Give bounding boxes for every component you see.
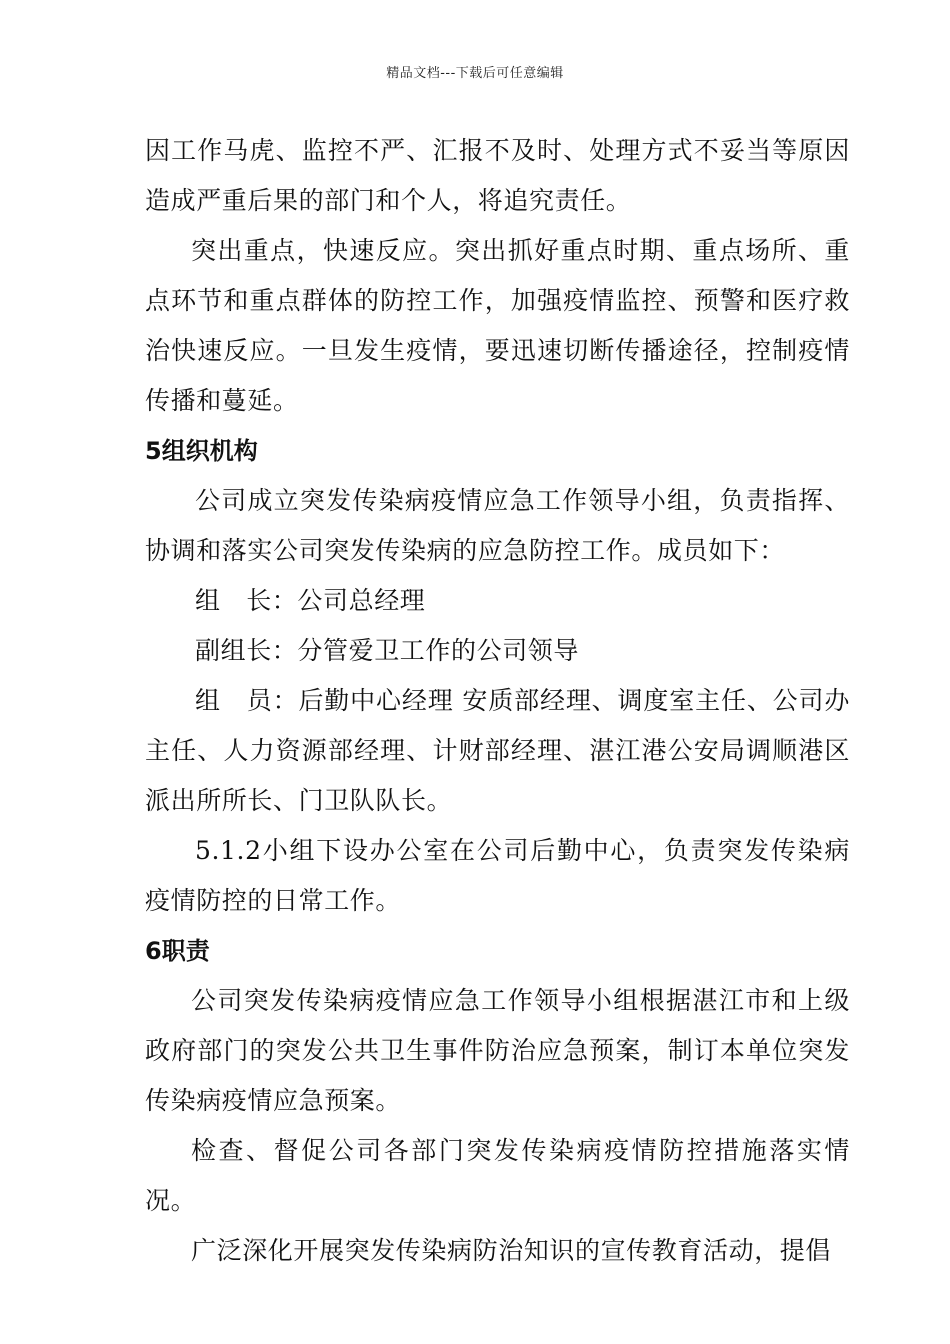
paragraph-leading-group: 公司成立突发传染病疫情应急工作领导小组，负责指挥、协调和落实公司突发传染病的应急防控工作。成员如下： xyxy=(145,486,850,565)
member-members xyxy=(145,676,850,826)
member-leader-label: 组 长： xyxy=(195,586,298,615)
document-body xyxy=(145,126,850,1276)
member-members-label: 组 员： xyxy=(195,686,299,715)
paragraph-accountability: 因工作马虎、监控不严、汇报不及时、处理方式不妥当等原因造成严重后果的部门和个人，将追究责任。 xyxy=(145,136,850,215)
member-deputy-value: 分管爱卫工作的公司领导 xyxy=(297,636,580,665)
section-heading-duties: 6职责 xyxy=(145,937,210,965)
member-deputy-label: 副组长： xyxy=(195,636,298,665)
member-deputy xyxy=(145,626,850,676)
paragraph-office: 5.1.2小组下设办公室在公司后勤中心，负责突发传染病疫情防控的日常工作。 xyxy=(145,836,850,915)
member-members-value: 后勤中心经理 安质部经理、调度室主任、公司办主任、人力资源部经理、计财部经理、湛江港公安局调顺港区派出所所长、门卫队队长。 xyxy=(145,686,850,815)
paragraph-duty-education: 广泛深化开展突发传染病防治知识的宣传教育活动，提倡 xyxy=(191,1236,832,1265)
page-header: 精品文档---下载后可任意编辑 xyxy=(386,66,564,81)
member-leader-value: 公司总经理 xyxy=(297,586,426,615)
paragraph-duty-inspect: 检查、督促公司各部门突发传染病疫情防控措施落实情况。 xyxy=(145,1136,850,1215)
paragraph-key-points: 突出重点，快速反应。突出抓好重点时期、重点场所、重点环节和重点群体的防控工作，加强疫情监控、预警和医疗救治快速反应。一旦发生疫情，要迅速切断传播途径，控制疫情传播和蔓延。 xyxy=(145,236,850,415)
section-heading-organization: 5组织机构 xyxy=(145,437,258,465)
paragraph-duty-plan: 公司突发传染病疫情应急工作领导小组根据湛江市和上级政府部门的突发公共卫生事件防治应急预案，制订本单位突发传染病疫情应急预案。 xyxy=(145,986,850,1115)
member-leader xyxy=(145,576,850,626)
